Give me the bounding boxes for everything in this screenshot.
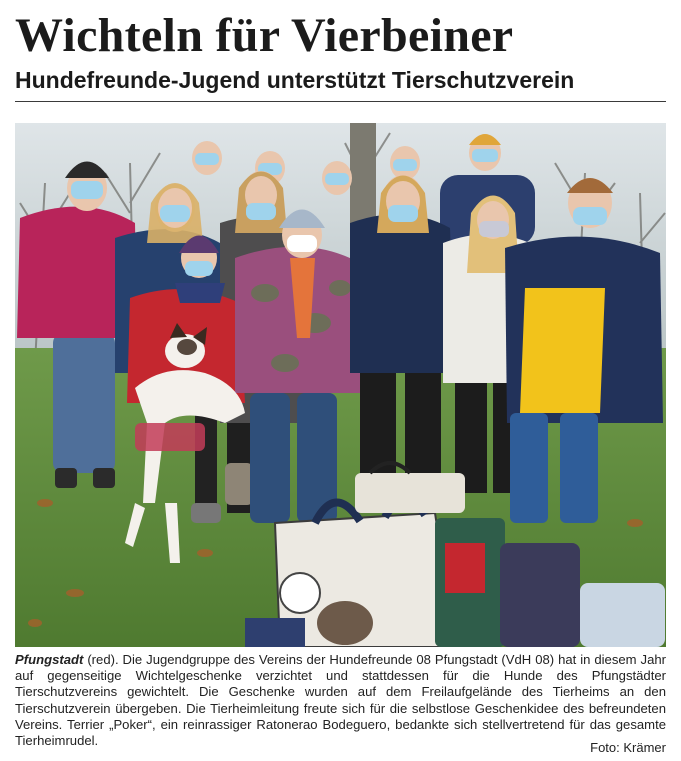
headline: Wichteln für Vierbeiner <box>15 9 514 62</box>
caption-place: Pfungstadt <box>15 652 84 667</box>
photo-illustration <box>15 123 666 647</box>
caption-text: (red). Die Jugendgruppe des Vereins der Hundefreunde 08 Pfungstadt (VdH 08) hat in diesem Jahr auf gegenseitige Wichtelgeschenke verzichtet und stattdessen für die Hunde des Pfungstädter Tierschutzvereins gewichtelt. Die Geschenke wurden auf dem Freilaufgelände des Tierheims an den Tierschutzverein übergeben. Die Tierheimleitung freute sich für die selbstlose Geschenkidee des befreundeten Vereins. Terrier „Poker“, ein reinrassiger Ratonerao Bodeguero, bedankte sich stellvertretend für das gesamte Tierheimrudel. <box>15 652 666 749</box>
subheadline: Hundefreunde-Jugend unterstützt Tierschutzverein <box>15 67 575 93</box>
photo-credit: Foto: Krämer <box>590 740 666 755</box>
photo-caption <box>15 652 666 749</box>
headline-divider <box>15 101 666 102</box>
article-photo <box>15 123 666 647</box>
